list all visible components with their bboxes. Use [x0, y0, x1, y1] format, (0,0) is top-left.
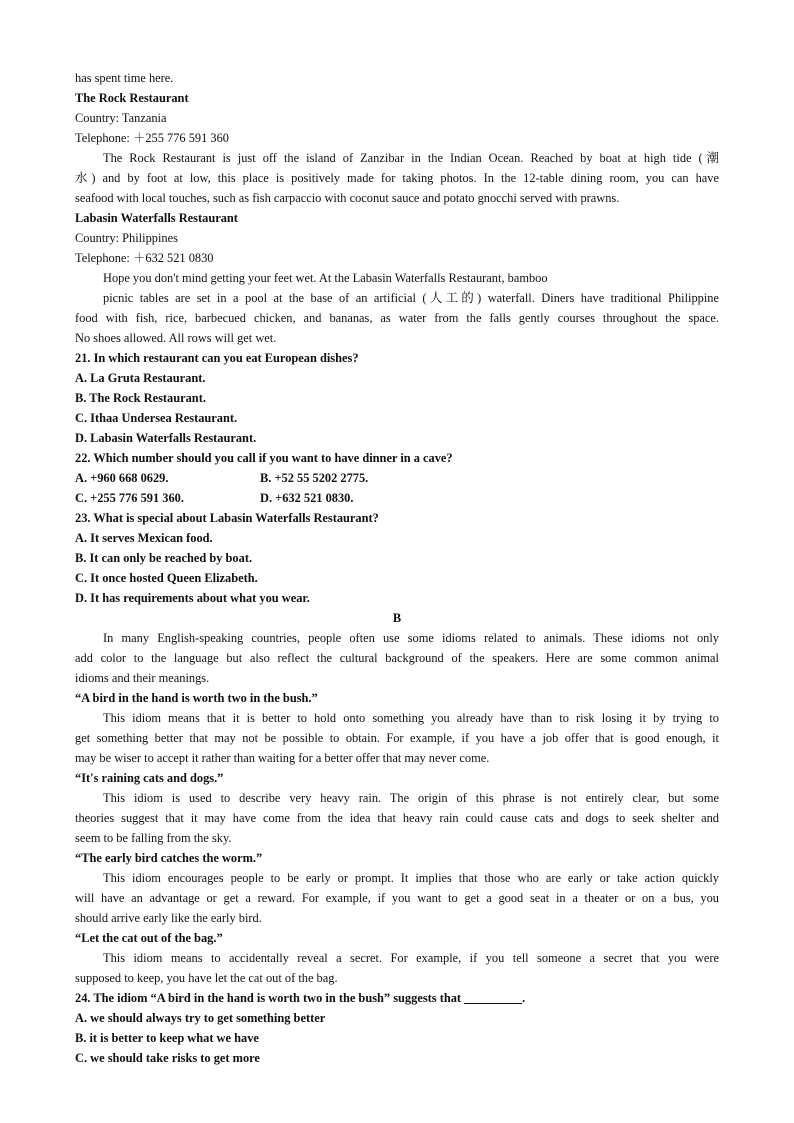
- text-line: picnic tables are set in a pool at the base of an artificial (人工的) waterfall. Diners have traditional Philippine: [103, 291, 719, 305]
- rock-country: Country: Tanzania: [75, 111, 167, 125]
- text-line: add color to the language but also reflect the cultural background of the speakers. Here are some common animal: [75, 651, 719, 665]
- text-line: Hope you don't mind getting your feet wet. At the Labasin Waterfalls Restaurant, bamboo: [103, 271, 548, 285]
- idiom-4-text: [75, 948, 719, 988]
- idiom-1-title: “A bird in the hand is worth two in the bush.”: [75, 691, 318, 705]
- option-22-b: B. +52 55 5202 2775.: [260, 471, 369, 485]
- text-line: This idiom is used to describe very heavy rain. The origin of this phrase is not entirely clear, but some: [103, 791, 719, 805]
- option-21-b: B. The Rock Restaurant.: [75, 391, 206, 405]
- option-23-b: B. It can only be reached by boat.: [75, 551, 253, 565]
- option-row: [75, 468, 719, 488]
- labasin-description: [75, 268, 719, 348]
- option-23-a: A. It serves Mexican food.: [75, 531, 213, 545]
- labasin-restaurant-title: Labasin Waterfalls Restaurant: [75, 211, 238, 225]
- text-line: should arrive early like the early bird.: [75, 911, 262, 925]
- idiom-3-title: “The early bird catches the worm.”: [75, 851, 263, 865]
- exam-page: [75, 68, 719, 1068]
- option-24-c: C. we should take risks to get more: [75, 1051, 260, 1065]
- text-line: This idiom means to accidentally reveal a secret. For example, if you tell someone a secret that you were: [103, 951, 719, 965]
- option-21-d: D. Labasin Waterfalls Restaurant.: [75, 431, 257, 445]
- intro-tail: has spent time here.: [75, 71, 174, 85]
- question-21: 21. In which restaurant can you eat European dishes?: [75, 351, 359, 365]
- text-line: supposed to keep, you have let the cat out of the bag.: [75, 971, 338, 985]
- idiom-4-title: “Let the cat out of the bag.”: [75, 931, 223, 945]
- text-line: may be wiser to accept it rather than waiting for a better offer that may never come.: [75, 751, 490, 765]
- text-line: idioms and their meanings.: [75, 671, 210, 685]
- idiom-1-text: [75, 708, 719, 768]
- option-22-c: C. +255 776 591 360.: [75, 491, 184, 505]
- text-line: No shoes allowed. All rows will get wet.: [75, 331, 277, 345]
- option-23-d: D. It has requirements about what you wear.: [75, 591, 310, 605]
- question-24: [75, 988, 719, 1008]
- text-line: get something better that may not be possible to obtain. For example, if you have a job offer that is good enough, it: [75, 731, 719, 745]
- option-row: [75, 488, 719, 508]
- idiom-2-text: [75, 788, 719, 848]
- idiom-2-title: “It's raining cats and dogs.”: [75, 771, 224, 785]
- text-line: seem to be falling from the sky.: [75, 831, 232, 845]
- answer-blank: [464, 989, 522, 1004]
- question-23: 23. What is special about Labasin Waterfalls Restaurant?: [75, 511, 379, 525]
- rock-restaurant-title: The Rock Restaurant: [75, 91, 189, 105]
- option-22-a: A. +960 668 0629.: [75, 471, 169, 485]
- option-24-a: A. we should always try to get something better: [75, 1011, 326, 1025]
- option-24-b: B. it is better to keep what we have: [75, 1031, 259, 1045]
- section-b-intro: [75, 628, 719, 688]
- rock-telephone: Telephone: ＋255 776 591 360: [75, 131, 229, 145]
- labasin-country: Country: Philippines: [75, 231, 178, 245]
- rock-description: [75, 148, 719, 208]
- text-line: theories suggest that it may have come from the idea that heavy rain could cause cats and dogs to seek shelter and: [75, 811, 719, 825]
- text-line: food with fish, rice, barbecued chicken, and bananas, as water from the falls gently courses throughout the space.: [75, 311, 719, 325]
- text-line: The Rock Restaurant is just off the island of Zanzibar in the Indian Ocean. Reached by boat at high tide (潮: [103, 151, 719, 165]
- section-b-heading: B: [392, 611, 402, 625]
- text-line: This idiom means that it is better to hold onto something you already have than to risk losing it by trying to: [103, 711, 719, 725]
- option-21-c: C. Ithaa Undersea Restaurant.: [75, 411, 238, 425]
- labasin-telephone: Telephone: ＋632 521 0830: [75, 251, 214, 265]
- text-line: In many English-speaking countries, people often use some idioms related to animals. These idioms not only: [103, 631, 719, 645]
- option-21-a: A. La Gruta Restaurant.: [75, 371, 206, 385]
- text-line: 水) and by foot at low, this place is positively made for taking photos. In the 12-table dining room, you can have: [75, 171, 719, 185]
- question-24-stem-end: .: [522, 991, 526, 1005]
- question-22: 22. Which number should you call if you want to have dinner in a cave?: [75, 451, 453, 465]
- text-line: will have an advantage or get a reward. For example, if you want to get a good seat in a theater or on a bus, you: [75, 891, 719, 905]
- idiom-3-text: [75, 868, 719, 928]
- option-22-d: D. +632 521 0830.: [260, 491, 354, 505]
- option-23-c: C. It once hosted Queen Elizabeth.: [75, 571, 258, 585]
- text-line: This idiom encourages people to be early or prompt. It implies that those who are early or take action quickly: [103, 871, 719, 885]
- text-line: seafood with local touches, such as fish carpaccio with coconut sauce and potato gnocchi served with prawns.: [75, 191, 620, 205]
- question-24-stem: 24. The idiom “A bird in the hand is worth two in the bush” suggests that: [75, 991, 462, 1005]
